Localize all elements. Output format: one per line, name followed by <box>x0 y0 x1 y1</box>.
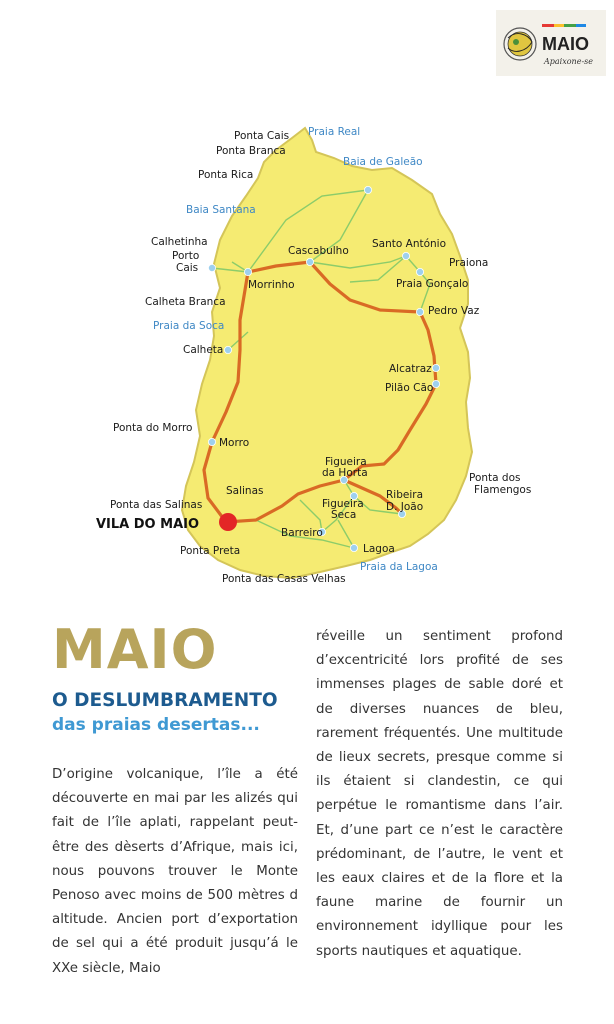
village-dot <box>224 346 231 353</box>
alcatraz-label: Alcatraz <box>389 363 432 375</box>
ponta-das-salinas-label: Ponta das Salinas <box>110 499 203 511</box>
flamengos-label: Flamengos <box>474 484 532 496</box>
santo-antonio-label: Santo António <box>372 238 447 250</box>
article-title: MAIO <box>52 618 218 681</box>
salinas-label: Salinas <box>226 485 264 497</box>
figueira-seca-label-2: Seca <box>331 509 357 521</box>
ponta-rica-label: Ponta Rica <box>198 169 254 181</box>
baia-de-galeao-label: Baia de Galeão <box>343 156 423 168</box>
praia-da-lagoa-label: Praia da Lagoa <box>360 561 438 573</box>
vila-do-maio-label: VILA DO MAIO <box>96 517 200 532</box>
cais-label: Cais <box>176 262 199 274</box>
praia-da-soca-label: Praia da Soca <box>153 320 225 332</box>
logo-tagline: Apaixone-se <box>544 57 593 66</box>
village-dot <box>432 364 439 371</box>
village-dot <box>306 258 313 265</box>
logo-name: MAIO <box>542 34 589 54</box>
article-column-2: réveille un sentiment profond d’excentricité lors profité de ses immenses plages de sable doré et de diverses nuances de bleu, rarement fréquentés. Une multitude de lieux secrets, presque comme si ils étaient si clandestin, ce qui perpétue le romantisme dans l’air. Et, d’une part ce n’est le caractère prédominant, de l’autre, le vent et les eaux claires et de la flore et la faune marine de fournir un environnement idyllique pour les sports nautiques et aquatique. <box>316 629 563 959</box>
lagoa-label: Lagoa <box>363 543 395 555</box>
village-dot <box>208 438 215 445</box>
ponta-cais-label: Ponta Cais <box>234 130 290 142</box>
ponta-do-morro-label: Ponta do Morro <box>113 422 193 434</box>
praiona-label: Praiona <box>449 257 489 269</box>
barreiro-label: Barreiro <box>281 527 323 539</box>
ponta-preta-label: Ponta Preta <box>180 545 241 557</box>
figueira-da-horta-label-1: Figueira <box>325 456 367 468</box>
vila-do-maio-marker <box>219 513 237 531</box>
village-dot <box>364 186 371 193</box>
morrinho-label: Morrinho <box>248 279 295 291</box>
baia-santana-label: Baia Santana <box>186 204 256 216</box>
village-dot <box>350 544 357 551</box>
pedro-vaz-label: Pedro Vaz <box>428 305 480 317</box>
village-dot <box>402 252 409 259</box>
ponta-das-casas-velhas-label: Ponta das Casas Velhas <box>222 573 346 585</box>
ponta-dos-label: Ponta dos <box>469 472 521 484</box>
cascabulho-label: Cascabulho <box>288 245 349 257</box>
ponta-branca-label: Ponta Branca <box>216 145 286 157</box>
calhetinha-label: Calhetinha <box>151 236 208 248</box>
article-column-1: D’origine volcanique, l’île a été découverte en mai par les alizés qui fait de l’île aplati, rappelant peut-être des dèserts d’Afrique, mais ici, nous pouvons trouver le Monte Penoso avec moins de 500 mètres d altitude. Ancien port d’exportation de sel qui a été produit jusqu’á le XXe siècle, Maio <box>52 767 298 976</box>
praia-goncalo-label: Praia Gonçalo <box>396 278 469 290</box>
village-dot <box>416 268 423 275</box>
village-dot <box>244 268 251 275</box>
praia-real-label: Praia Real <box>308 126 361 138</box>
article-subtitle-line1: O DESLUMBRAMENTO <box>52 690 278 711</box>
ribeira-d-joao-label-1: Ribeira <box>386 489 424 501</box>
figueira-seca-label-1: Figueira <box>322 498 364 510</box>
figueira-da-horta-label-2: da Horta <box>322 467 368 479</box>
village-dot <box>416 308 423 315</box>
village-dot <box>208 264 215 271</box>
pilao-cao-label: Pilão Cão <box>385 382 434 394</box>
village-dot <box>432 380 439 387</box>
morro-label: Morro <box>219 437 250 449</box>
ribeira-d-joao-label-2: D. João <box>386 501 424 513</box>
calheta-label: Calheta <box>183 344 224 356</box>
porto-label: Porto <box>172 250 200 262</box>
calheta-branca-label: Calheta Branca <box>145 296 226 308</box>
article-subtitle-line2: das praias desertas... <box>52 715 260 735</box>
